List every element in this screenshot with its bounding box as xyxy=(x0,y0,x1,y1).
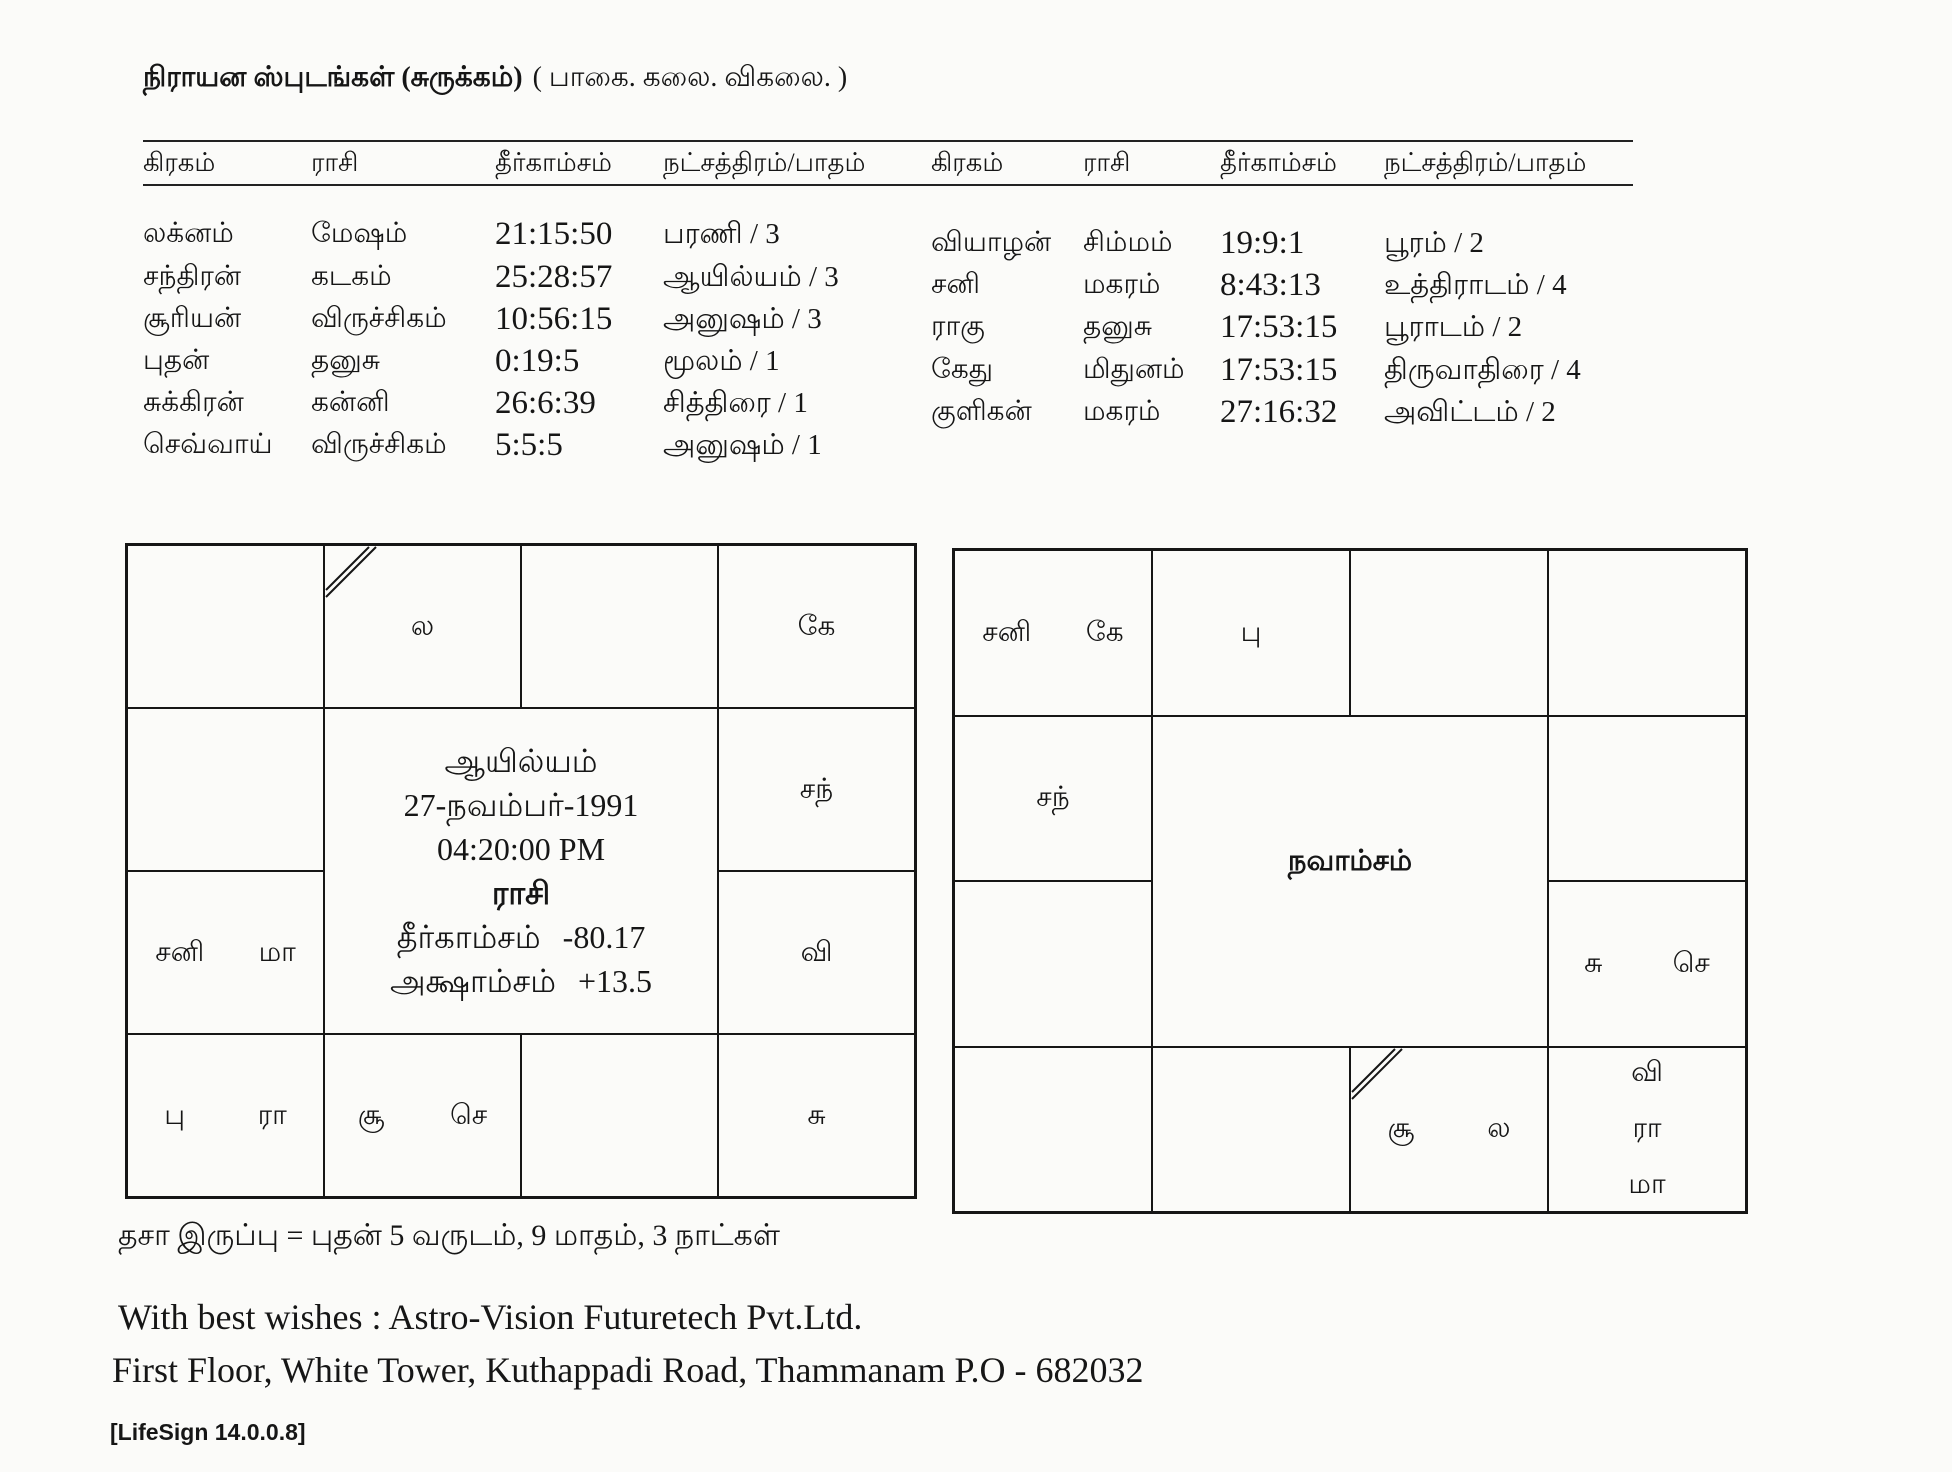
navamsa-house-capricorn xyxy=(954,881,1152,1047)
planet-name: சுக்கிரன் xyxy=(143,387,244,418)
planet-abbrev: ல xyxy=(410,610,435,642)
longitude-value: 5:5:5 xyxy=(495,427,563,463)
page-title xyxy=(143,58,847,98)
planet-abbrev: சு xyxy=(807,1099,826,1131)
planet-name: ராகு xyxy=(931,311,985,342)
planet-abbrev: சனி xyxy=(982,616,1032,648)
longitude-label: தீர்காம்சம் xyxy=(396,919,541,955)
nakshatra-pada: பரணி / 3 xyxy=(663,218,780,250)
rasi-name: கன்னி xyxy=(311,387,390,418)
table-header-rule xyxy=(143,184,1633,186)
birth-date: 27-நவம்பர்-1991 xyxy=(403,787,639,823)
planet-abbrev: ல xyxy=(1487,1113,1511,1145)
rasi-house-virgo xyxy=(718,1034,915,1197)
rasi-chart xyxy=(125,543,917,1199)
planet-abbrev: வி xyxy=(1631,1057,1663,1089)
navamsa-house-libra xyxy=(1350,1047,1548,1213)
navamsa-house-cancer xyxy=(1548,716,1746,882)
longitude-value: -80.17 xyxy=(562,919,646,955)
header-longitude: தீர்காம்சம் xyxy=(495,148,612,177)
planet-abbrev: செ xyxy=(1672,947,1710,979)
nakshatra-pada: உத்திராடம் / 4 xyxy=(1384,269,1567,301)
ascendant-marker-icon xyxy=(325,546,381,602)
rasi-name: தனுசு xyxy=(1083,311,1152,342)
header-nakshatra: நட்சத்திரம்/பாதம் xyxy=(663,148,866,177)
planet-abbrev: சூ xyxy=(357,1099,385,1131)
planet-name: சனி xyxy=(931,269,980,300)
planet-abbrev: கே xyxy=(797,610,836,642)
planet-name: குளிகன் xyxy=(931,396,1032,427)
rasi-house-aquarius xyxy=(127,708,324,871)
birth-time: 04:20:00 PM xyxy=(436,831,606,867)
planet-name: லக்னம் xyxy=(143,218,234,249)
longitude-value: 17:53:15 xyxy=(1220,352,1338,388)
rasi-chart-center xyxy=(324,708,718,1034)
dasa-balance: தசா இருப்பு = புதன் 5 வருடம், 9 மாதம், 3 நாட்கள் xyxy=(118,1219,780,1252)
navamsa-house-leo xyxy=(1548,881,1746,1047)
planet-abbrev: வி xyxy=(800,936,833,968)
planet-name: செவ்வாய் xyxy=(143,429,273,460)
ascendant-marker-icon xyxy=(1351,1048,1407,1104)
header-rasi: ராசி xyxy=(1083,148,1131,177)
nakshatra-pada: பூராடம் / 2 xyxy=(1384,311,1523,343)
rasi-house-leo xyxy=(718,871,915,1034)
planet-name: சந்திரன் xyxy=(143,261,242,292)
longitude-value: 10:56:15 xyxy=(495,301,613,337)
navamsa-chart xyxy=(952,548,1748,1214)
rasi-name: மிதுனம் xyxy=(1083,354,1185,385)
table-top-rule xyxy=(143,140,1633,142)
latitude-line xyxy=(390,959,652,1003)
planet-abbrev: சு xyxy=(1584,947,1603,979)
planet-abbrev: கே xyxy=(1085,616,1124,648)
table-row xyxy=(0,392,1952,432)
header-planet: கிரகம் xyxy=(143,148,216,177)
chart-name: நவாம்சம் xyxy=(1287,845,1413,877)
navamsa-house-gemini xyxy=(1548,550,1746,716)
header-nakshatra: நட்சத்திரம்/பாதம் xyxy=(1384,148,1587,177)
nakshatra-pada: மூலம் / 1 xyxy=(663,345,780,377)
longitude-value: 27:16:32 xyxy=(1220,394,1338,430)
planet-name: வியாழன் xyxy=(931,227,1052,258)
planet-abbrev: சூ xyxy=(1387,1113,1415,1145)
rasi-name: விருச்சிகம் xyxy=(311,429,447,460)
nakshatra-pada: சித்திரை / 1 xyxy=(663,387,808,419)
navamsa-house-pisces xyxy=(954,550,1152,716)
header-planet: கிரகம் xyxy=(931,148,1004,177)
table-row xyxy=(0,307,1952,347)
latitude-value: +13.5 xyxy=(577,963,652,999)
rasi-house-aries xyxy=(324,545,521,708)
navamsa-house-virgo xyxy=(1548,1047,1746,1213)
planet-abbrev: ரா xyxy=(257,1099,287,1131)
planet-abbrev: பு xyxy=(164,1099,186,1131)
longitude-value: 0:19:5 xyxy=(495,343,580,379)
planet-abbrev: சந் xyxy=(1036,782,1070,814)
rasi-house-pisces xyxy=(127,545,324,708)
planet-abbrev: பு xyxy=(1240,616,1262,648)
header-rasi: ராசி xyxy=(311,148,359,177)
longitude-value: 26:6:39 xyxy=(495,385,596,421)
rasi-name: தனுசு xyxy=(311,345,380,376)
planet-abbrev: செ xyxy=(449,1099,488,1131)
planet-table-header xyxy=(0,143,1952,183)
chart-name: ராசி xyxy=(491,875,551,911)
nakshatra-pada: அவிட்டம் / 2 xyxy=(1384,396,1556,428)
footer-address: First Floor, White Tower, Kuthappadi Road, Thammanam P.O - 682032 xyxy=(112,1350,1144,1390)
nakshatra-pada: அனுஷம் / 1 xyxy=(663,429,822,461)
planet-abbrev: ரா xyxy=(1632,1113,1662,1145)
longitude-value: 25:28:57 xyxy=(495,259,613,295)
planet-abbrev: சனி xyxy=(155,936,205,968)
title-units: ( பாகை. கலை. விகலை. ) xyxy=(532,62,848,93)
navamsa-chart-center xyxy=(1152,716,1548,1047)
software-version: [LifeSign 14.0.0.8] xyxy=(110,1419,306,1445)
nakshatra-pada: பூரம் / 2 xyxy=(1384,227,1484,259)
navamsa-house-aries xyxy=(1152,550,1350,716)
rasi-name: மகரம் xyxy=(1083,396,1161,427)
navamsa-house-scorpio xyxy=(1152,1047,1350,1213)
nakshatra-pada: அனுஷம் / 3 xyxy=(663,303,822,335)
longitude-value: 8:43:13 xyxy=(1220,267,1321,303)
table-row xyxy=(0,223,1952,263)
rasi-house-capricorn xyxy=(127,871,324,1034)
navamsa-house-sagittarius xyxy=(954,1047,1152,1213)
table-row xyxy=(0,265,1952,305)
planet-abbrev: மா xyxy=(258,936,296,968)
nakshatra-pada: ஆயில்யம் / 3 xyxy=(663,261,839,293)
header-longitude: தீர்காம்சம் xyxy=(1220,148,1337,177)
planet-name: சூரியன் xyxy=(143,303,242,334)
longitude-value: 21:15:50 xyxy=(495,216,613,252)
footer-greeting: With best wishes : Astro-Vision Futuretech Pvt.Ltd. xyxy=(118,1297,863,1337)
longitude-value: 17:53:15 xyxy=(1220,309,1338,345)
navamsa-house-aquarius xyxy=(954,716,1152,882)
longitude-line xyxy=(397,915,646,959)
table-row xyxy=(0,350,1952,390)
rasi-name: சிம்மம் xyxy=(1083,227,1173,258)
rasi-house-sagittarius xyxy=(127,1034,324,1197)
longitude-value: 19:9:1 xyxy=(1220,225,1305,261)
rasi-name: கடகம் xyxy=(311,261,392,292)
nakshatra-pada: திருவாதிரை / 4 xyxy=(1384,354,1581,386)
rasi-name: விருச்சிகம் xyxy=(311,303,447,334)
latitude-label: அக்ஷாம்சம் xyxy=(389,963,556,999)
title-main: நிராயன ஸ்புடங்கள் (சுருக்கம்) xyxy=(143,62,523,93)
rasi-name: மகரம் xyxy=(1083,269,1161,300)
rasi-house-scorpio xyxy=(324,1034,521,1197)
planet-name: புதன் xyxy=(143,345,210,376)
rasi-house-taurus xyxy=(521,545,718,708)
rasi-house-cancer xyxy=(718,708,915,871)
navamsa-house-taurus xyxy=(1350,550,1548,716)
planet-abbrev: சந் xyxy=(799,773,834,805)
birth-nakshatra: ஆயில்யம் xyxy=(444,743,598,779)
rasi-name: மேஷம் xyxy=(311,218,408,249)
planet-abbrev: மா xyxy=(1628,1169,1666,1201)
planet-name: கேது xyxy=(931,354,994,385)
rasi-house-libra xyxy=(521,1034,718,1197)
rasi-house-gemini xyxy=(718,545,915,708)
